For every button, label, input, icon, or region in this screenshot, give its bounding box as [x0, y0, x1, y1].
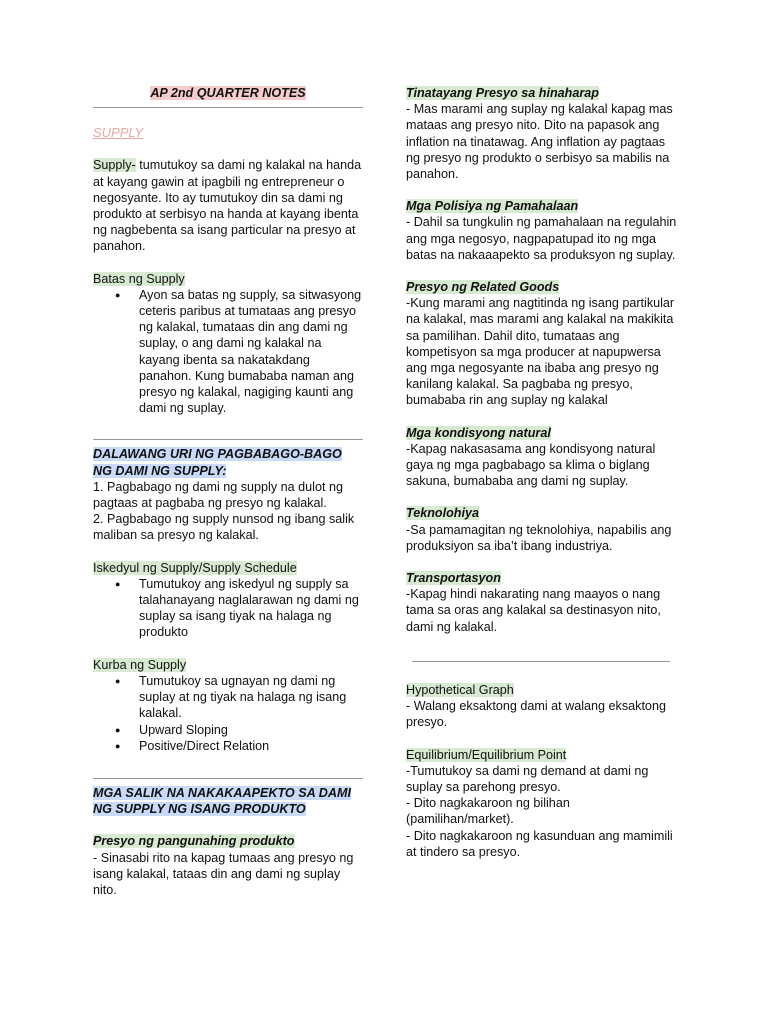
list-item: 2. Pagbabago ng supply nunsod ng ibang salik maliban sa presyo ng kalakal.	[93, 512, 355, 543]
document-title: AP 2nd QUARTER NOTES	[150, 86, 306, 100]
kurba-heading: Kurba ng Supply	[93, 657, 187, 672]
kondisyong-text: -Kapag nakasasama ang kondisyong natural gaya ng mga pagbabago sa klima o biglang sakuna, bumababa ang dami ng suplay.	[406, 441, 656, 489]
list-item: ● Tumutukoy sa ugnayan ng dami ng suplay at ng tiyak na halaga ng isang kalakal.	[139, 673, 363, 722]
transportasyon-heading: Transportasyon	[406, 571, 501, 586]
list-item: - Dito nagkakaroon ng bilihan (pamilihan/market).	[406, 796, 570, 827]
list-item: 1. Pagbabago ng dami ng supply na dulot ng pagtaas at pagbaba ng presyo ng kalakal.	[93, 479, 343, 511]
dalawang-heading: DALAWANG URI NG PAGBABAGO-BAGO NG DAMI NG SUPPLY:	[93, 447, 342, 478]
presyo-text: - Sinasabi rito na kapag tumaas ang presyo ng isang kalakal, tataas din ang dami ng suplay nito.	[93, 850, 354, 897]
list-item: ● Tumutukoy ang iskedyul ng supply sa talahanayang naglalarawan ng dami ng suplay sa isang tiyak na halaga ng produkto	[139, 576, 363, 641]
equilibrium-heading: Equilibrium/Equilibrium Point	[406, 747, 567, 762]
left-column	[93, 85, 363, 898]
hypothetical-text: - Walang eksaktong dami at walang eksaktong presyo.	[406, 699, 666, 730]
teknolohiya-text: -Sa pamamagitan ng teknolohiya, napabilis ang produksiyon sa iba’t ibang industriya.	[406, 522, 672, 553]
supply-heading: SUPPLY	[93, 125, 144, 141]
list-item: -Tumutukoy sa dami ng demand at dami ng suplay sa parehong presyo.	[406, 763, 649, 794]
batas-heading: Batas ng Supply	[93, 271, 185, 286]
kurba-list	[93, 673, 363, 754]
polisiya-text: - Dahil sa tungkulin ng pamahalaan na regulahin ang mga negosyo, nagpapatupad ito ng mga batas na nakaaapekto sa produksyon ng suplay.	[406, 215, 677, 262]
supply-definition	[93, 157, 363, 254]
batas-list	[93, 287, 363, 417]
transportasyon-text: -Kapag hindi nakarating nang maayos o nang tama sa oras ang kalakal sa destinasyon nito, dami ng kalakal.	[406, 587, 661, 634]
teknolohiya-heading: Teknolohiya	[406, 506, 480, 521]
iskedyul-list	[93, 576, 363, 641]
supply-term: Supply-	[93, 158, 136, 173]
tinatayang-text: - Mas marami ang suplay ng kalakal kapag mas mataas ang presyo nito. Dito na papasok ang inflation na tinatawag. Ang inflation ay pagtaas ng presyo ng produkto o serbisyo sa mabilis na panahon.	[406, 102, 673, 182]
polisiya-heading: Mga Polisiya ng Pamahalaan	[406, 199, 579, 214]
hypothetical-heading: Hypothetical Graph	[406, 682, 514, 697]
list-item: - Dito nagkakaroon ng kasunduan ang mamimili at tindero sa presyo.	[406, 828, 673, 859]
salik-heading: MGA SALIK NA NAKAKAAPEKTO SA DAMI NG SUPPLY NG ISANG PRODUKTO	[93, 785, 351, 817]
related-goods-text: -Kung marami ang nagtitinda ng isang partikular na kalakal, mas marami ang kalakal na makikita sa pamilihan. Dahil dito, tumataas ang kompetisyon sa mga producer at napupwersa ang mga negosyante na ibaba ang presyo ng kanilang kalakal. Sa pagbaba ng presyo, bumababa rin ang suplay ng kalakal	[406, 296, 675, 408]
tinatayang-heading: Tinatayang Presyo sa hinaharap	[406, 86, 599, 100]
presyo-heading: Presyo ng pangunahing produkto	[93, 834, 295, 849]
list-item: ● Ayon sa batas ng supply, sa sitwasyong ceteris paribus at tumataas ang presyo ng kalakal, tumataas din ang dami ng suplay, o ang dami ng kalakal na kayang ibenta sa nakatakdang panahon. Kung bumababa naman ang presyo ng kalakal, nagiging kaunti ang dami ng suplay.	[139, 287, 363, 417]
supply-definition-text: tumutukoy sa dami ng kalakal na handa at kayang gawin at ipagbili ng entrepreneur o negosyante. Ito ay tumutukoy din sa dami ng produkto at serbisyo na handa at kayang ibenta ng nagbebenta sa isang particular na presyo at panahon.	[93, 158, 362, 254]
related-goods-heading: Presyo ng Related Goods	[406, 280, 560, 295]
right-column	[406, 85, 678, 860]
kondisyong-heading: Mga kondisyong natural	[406, 425, 551, 440]
iskedyul-heading: Iskedyul ng Supply/Supply Schedule	[93, 560, 297, 575]
list-item: ● Upward Sloping	[139, 722, 363, 738]
list-item: ● Positive/Direct Relation	[139, 738, 363, 754]
